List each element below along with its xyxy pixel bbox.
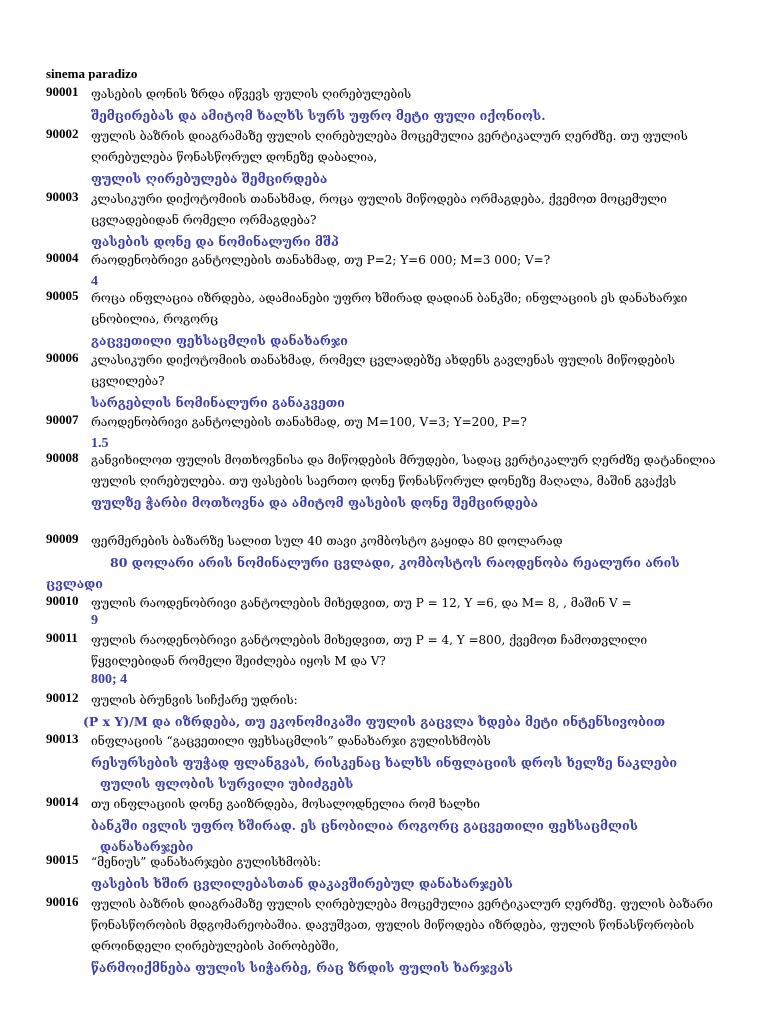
question-number: 90009 (46, 531, 79, 546)
question-item (46, 84, 716, 126)
answer-text: სარგებლის ნომინალური განაკვეთი (91, 395, 345, 410)
question-number: 90014 (46, 794, 79, 809)
answer-text-continued: დანახარჯები (100, 839, 194, 854)
question-number: 90012 (46, 690, 79, 705)
question-text: რაოდენობრივი განტოლების თანახმად, თუ P=2; Y=6 000; M=3 000; V=? (91, 253, 551, 267)
question-text: ფულის რაოდენობრივი განტოლების მიხედვით, თუ P = 4, Y =800, ქვემოთ ჩამოთვლილი წყვილებიდან რომელი შეიძლება იყოს M და V? (91, 633, 648, 668)
question-number: 90011 (46, 630, 78, 645)
question-number: 90016 (46, 894, 79, 909)
question-text: “მენიუს” დანახარჯები გულისხმობს: (91, 855, 321, 869)
document-title: sinema paradizo (46, 66, 138, 81)
answer-text: ფულზე ჭარბი მოთხოვნა და ამიტომ ფასების დონე შემცირდება (91, 495, 539, 510)
question-item (46, 412, 716, 454)
answer-text: (P x Y)/M და იზრდება, თუ ეკონომიკაში ფულის გაცვლა ხდება მეტი ინტენსივობით (83, 714, 666, 729)
question-item (46, 450, 716, 513)
question-item (46, 794, 716, 857)
question-text: ფერმერების ბაზარზე სალით სულ 40 თავი კომბოსტო გაყიდა 80 დოლარად (91, 534, 563, 548)
question-item (46, 852, 716, 894)
question-item (46, 250, 716, 292)
question-item (46, 189, 716, 252)
question-item (46, 288, 716, 351)
answer-text: ფასების დონე და ნომინალური მშპ (91, 234, 339, 249)
question-number: 90010 (46, 593, 79, 608)
answer-text-continued: ცვლადი (46, 576, 103, 591)
question-text: კლასიკური დიქოტომიის თანახმად, როცა ფულის მიწოდება ორმაგდება, ქვემოთ მოცემული ცვლადებიდან რომელი ორმაგდება? (91, 192, 667, 227)
question-text: როცა ინფლაცია იზრდება, ადამიანები უფრო ხშირად დადიან ბანკში; ინფლაციის ეს დანახარჯი ცნობილია, როგორც (91, 291, 688, 326)
question-item (46, 531, 716, 594)
answer-text: რესურსების ფუჭად ფლანგვას, რისკენაც ხალხს ინფლაციის დროს ხელზე ნაკლები (91, 755, 678, 770)
question-text: ფულის ბაზრის დიაგრამაზე ფულის ღირებულება მოცემულია ვერტიკალურ ღერძზე. თუ ფულის ღირებულება წონასწორულ დონეზე დაბალია, (91, 129, 688, 164)
question-text: განვიხილოთ ფულის მოთხოვნისა და მიწოდების მრუდები, სადაც ვერტიკალურ ღერძზე დატანილია ფულის ღირებულება. თუ ფასების საერთო დონე წონასწორულ დონეზე მაღალა, მაშინ გვაქვს (91, 453, 716, 488)
question-number: 90007 (46, 412, 79, 427)
answer-text: 800; 4 (91, 672, 128, 687)
question-text: კლასიკური დიქოტომიის თანახმად, რომელ ცვლადებზე ახდენს გავლენას ფულის მიწოდების ცვლილება? (91, 353, 675, 388)
answer-text: 80 დოლარი არის ნომინალური ცვლადი, კომბოსტოს რაოდენობა რეალური არის (110, 555, 680, 570)
answer-text: 9 (91, 613, 98, 628)
question-text: რაოდენობრივი განტოლების თანახმად, თუ M=100, V=3; Y=200, P=? (91, 415, 527, 429)
question-number: 90003 (46, 189, 79, 204)
question-item (46, 350, 716, 413)
answer-text: ბანკში ივლის უფრო ხშირად. ეს ცნობილია როგორც გაცვეთილი ფეხსაცმლის (91, 818, 638, 833)
question-number: 90013 (46, 731, 79, 746)
question-item (46, 731, 716, 794)
question-number: 90001 (46, 84, 79, 99)
question-item (46, 630, 716, 688)
answer-text: 4 (91, 274, 98, 289)
question-number: 90002 (46, 126, 79, 141)
question-text: ფასების დონის ზრდა იწვევს ფულის ღირებულების (91, 87, 412, 101)
question-item (46, 894, 716, 978)
question-number: 90006 (46, 350, 79, 365)
question-text: ფულის ბაზრის დიაგრამაზე ფულის ღირებულება მოცემულია ვერტიკალურ ღერძზე. ფულის ბაზარი წონასწორობის მდგომარეობაშია. დავუშვათ, ფულის მიწოდება იზრდება, ფულის წონასწორობის დროინდელი ღირებულების პირობებში, (91, 897, 713, 953)
answer-text-continued: ფულის ფლობის სურვილი უბიძგებს (100, 776, 354, 791)
answer-text: შემცირებას და ამიტომ ხალხს სურს უფრო მეტი ფული იქონიოს. (91, 108, 546, 123)
question-text: ინფლაციის “გაცვეთილი ფეხსაცმლის” დანახარჯი გულისხმობს (91, 734, 491, 748)
answer-text: ფასების ხშირ ცვლილებასთან დაკავშირებულ დანახარჯებს (91, 876, 513, 891)
question-number: 90015 (46, 852, 79, 867)
question-number: 90008 (46, 450, 79, 465)
answer-text: წარმოიქმნება ფულის სიჭარბე, რაც ზრდის ფულის ხარჯვას (91, 960, 513, 975)
question-item (46, 690, 716, 732)
question-item (46, 126, 716, 189)
answer-text: 1.5 (91, 436, 109, 451)
question-text: თუ ინფლაციის დონე გაიზრდება, მოსალოდნელია რომ ხალხი (91, 797, 481, 811)
answer-text: ფულის ღირებულება შემცირდება (91, 171, 328, 186)
question-number: 90005 (46, 288, 79, 303)
question-number: 90004 (46, 250, 79, 265)
answer-text: გაცვეთილი ფეხსაცმლის დანახარჯი (91, 333, 348, 348)
question-text: ფულის რაოდენობრივი განტოლების მიხედვით, თუ P = 12, Y =6, და M= 8, , მაშინ V = (91, 596, 632, 610)
question-item (46, 593, 716, 628)
question-text: ფულის ბრუნვის სიჩქარე უდრის: (91, 693, 298, 707)
